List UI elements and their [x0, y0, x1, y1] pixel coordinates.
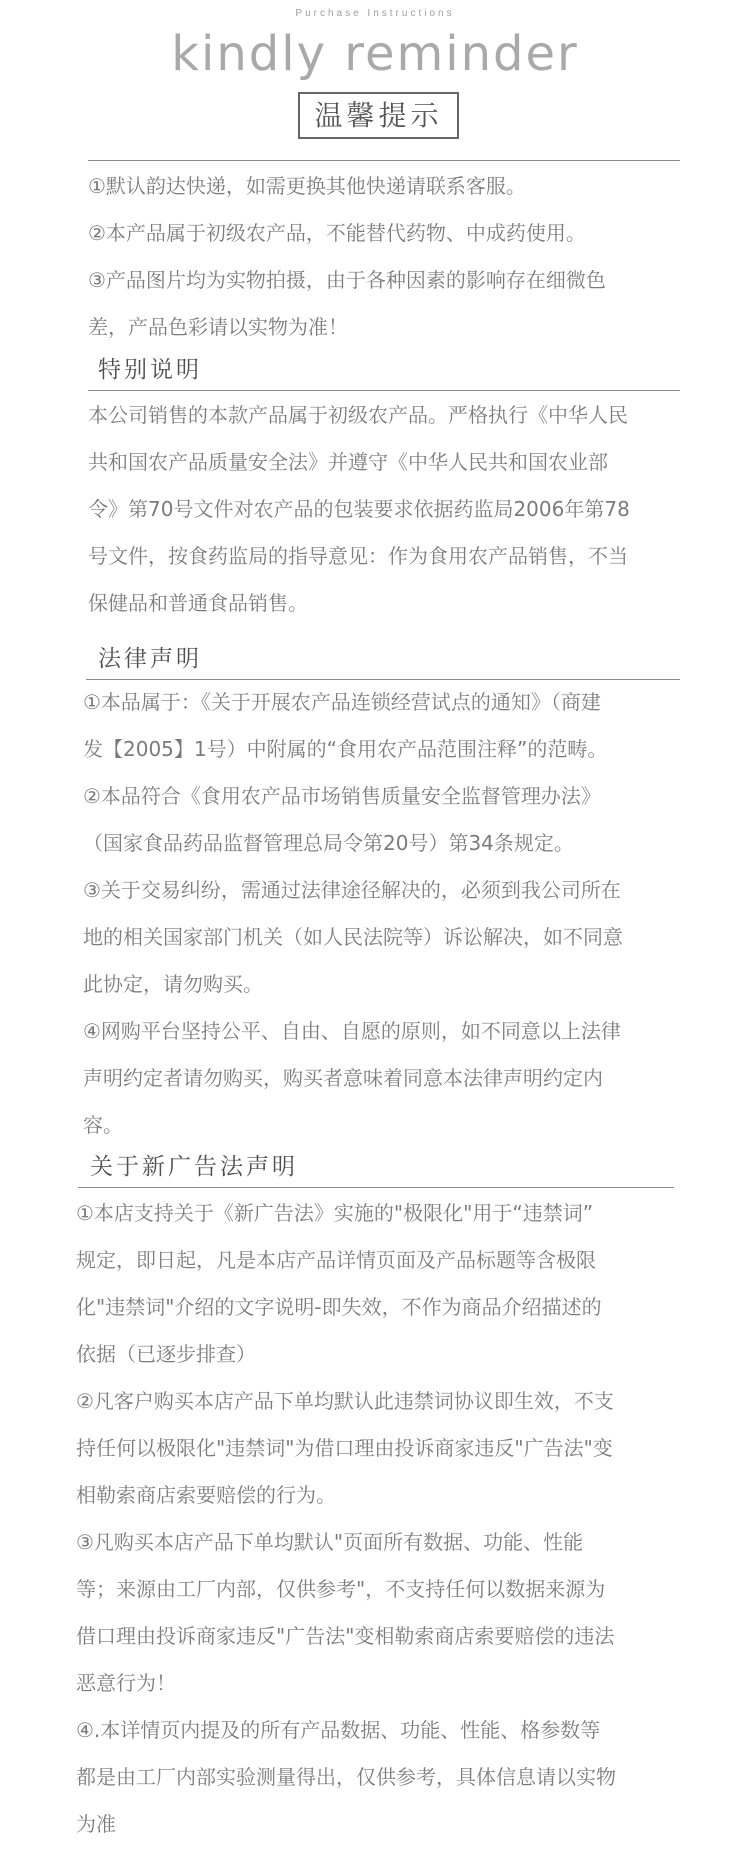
legal-line: 地的相关国家部门机关（如人民法院等）诉讼解决，如不同意	[83, 925, 623, 949]
legal-heading: 法律声明	[98, 646, 202, 672]
reminder-line: 差，产品色彩请以实物为准！	[88, 315, 348, 339]
reminder-line: ③产品图片均为实物拍摄，由于各种因素的影响存在细微色	[88, 268, 606, 292]
top-divider	[88, 160, 680, 161]
adlaw-line: 相勒索商店索要赔偿的行为。	[76, 1483, 336, 1507]
special-line: 保健品和普通食品销售。	[88, 591, 308, 615]
adlaw-line: 恶意行为！	[76, 1671, 176, 1695]
legal-line: 此协定，请勿购买。	[83, 972, 263, 996]
adlaw-line: ④.本详情页内提及的所有产品数据、功能、性能、格参数等	[76, 1718, 601, 1742]
adlaw-line: 依据（已逐步排查）	[76, 1342, 256, 1366]
adlaw-divider	[78, 1187, 674, 1188]
adlaw-line: ②凡客户购买本店产品下单均默认此违禁词协议即生效，不支	[76, 1389, 614, 1413]
adlaw-line: 规定，即日起，凡是本店产品详情页面及产品标题等含极限	[76, 1248, 596, 1272]
adlaw-line: 为准	[76, 1812, 116, 1836]
special-line: 令》第70号文件对农产品的包装要求依据药监局2006年第78	[88, 497, 630, 521]
special-line: 本公司销售的本款产品属于初级农产品。严格执行《中华人民	[88, 403, 628, 427]
adlaw-line: 借口理由投诉商家违反"广告法"变相勒索商店索要赔偿的违法	[76, 1624, 615, 1648]
adlaw-line: 等；来源由工厂内部，仅供参考"，不支持任何以数据来源为	[76, 1577, 606, 1601]
legal-line: ①本品属于：《关于开展农产品连锁经营试点的通知》（商建	[83, 690, 601, 714]
adlaw-line: 化"违禁词"介绍的文字说明-即失效，不作为商品介绍描述的	[76, 1295, 602, 1319]
special-line: 号文件，按食药监局的指导意见：作为食用农产品销售，不当	[88, 544, 628, 568]
eyebrow-text: Purchase Instructions	[295, 8, 455, 19]
adlaw-line: 持任何以极限化"违禁词"为借口理由投诉商家违反"广告法"变	[76, 1436, 613, 1460]
adlaw-line: 都是由工厂内部实验测量得出，仅供参考，具体信息请以实物	[76, 1765, 616, 1789]
reminder-line: ②本产品属于初级农产品，不能替代药物、中成药使用。	[88, 221, 586, 245]
adlaw-heading: 关于新广告法声明	[90, 1154, 298, 1180]
legal-line: ②本品符合《食用农产品市场销售质量安全监督管理办法》	[83, 784, 601, 808]
legal-line: （国家食品药品监督管理总局令第20号）第34条规定。	[83, 831, 574, 855]
page-title: kindly reminder	[171, 26, 579, 82]
subtitle-box: 温馨提示	[298, 92, 459, 139]
legal-line: ③关于交易纠纷，需通过法律途径解决的，必须到我公司所在	[83, 878, 621, 902]
legal-line: 容。	[83, 1113, 123, 1137]
special-line: 共和国农产品质量安全法》并遵守《中华人民共和国农业部	[88, 450, 608, 474]
adlaw-line: ③凡购买本店产品下单均默认"页面所有数据、功能、性能	[76, 1530, 584, 1554]
special-heading: 特别说明	[98, 357, 202, 383]
special-divider	[88, 390, 680, 391]
legal-line: 声明约定者请勿购买，购买者意味着同意本法律声明约定内	[83, 1066, 603, 1090]
legal-line: ④网购平台坚持公平、自由、自愿的原则，如不同意以上法律	[83, 1019, 621, 1043]
reminder-line: ①默认韵达快递，如需更换其他快递请联系客服。	[88, 174, 526, 198]
legal-line: 发【2005】1号）中附属的“食用农产品范围注释”的范畴。	[83, 737, 608, 761]
adlaw-line: ①本店支持关于《新广告法》实施的"极限化"用于“违禁词”	[76, 1201, 594, 1225]
